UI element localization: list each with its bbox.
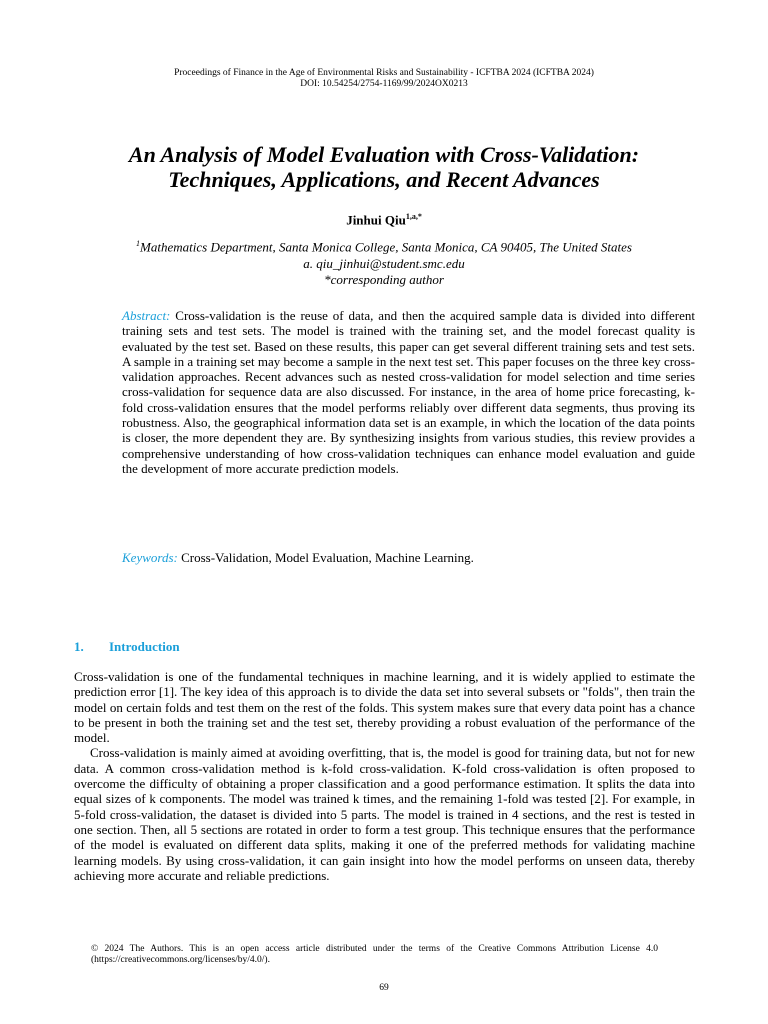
affiliation-block (0, 236, 768, 289)
keywords-text: Cross-Validation, Model Evaluation, Machine Learning. (181, 550, 474, 565)
keywords-label: Keywords: (122, 550, 178, 565)
affiliation-text: Mathematics Department, Santa Monica College, Santa Monica, CA 90405, The United States (140, 239, 632, 255)
doi-line: DOI: 10.54254/2754-1169/99/2024OX0213 (300, 79, 468, 89)
page-number: 69 (379, 983, 389, 993)
section-number: 1. (74, 639, 84, 654)
paragraph: Cross-validation is mainly aimed at avoiding overfitting, that is, the model is good for training data, but not for new data. A common cross-validation method is k-fold cross-validation. K-fold cross-validation is often proposed to overcome the difficulty of obtaining a proper classification and a good performance estimation. It splits the data into equal sizes of k components. The model was trained k times, and the remaining 1-fold was tested [2]. For example, in 5-fold cross-validation, the dataset is divided into 5 parts. The model is trained in 4 sections, and the rest is tested in one section. Then, all 5 sections are rotated in order to form a test group. This technique ensures that the performance of the model is evaluated on different data splits, making it one of the preferred methods for validating machine learning models. By using cross-validation, it can gain insight into how the model performs on unseen data, thereby achieving more accurate and reliable predictions. (74, 745, 695, 883)
author-email: a. qiu_jinhui@student.smc.edu (303, 255, 465, 271)
affiliation-superscript: 1 (136, 239, 141, 248)
paragraph: Cross-validation is one of the fundamental techniques in machine learning, and it is widely applied to estimate the prediction error [1]. The key idea of this approach is to divide the data set into several subsets or "folds", then train the model on certain folds and test them on the rest of the folds. This system makes sure that every data point has a chance to be present in both the training set and the test set, thereby providing a robust evaluation of the performance of the model. (74, 669, 695, 746)
section-title: Introduction (109, 639, 180, 654)
license-footnote: © 2024 The Authors. This is an open access article distributed under the terms of the Creative Commons Attribution License 4.0 (https://creativecommons.org/licenses/by/4.0/). (91, 944, 658, 965)
author-name: Jinhui Qiu (346, 212, 406, 228)
abstract-text: Cross-validation is the reuse of data, and then the acquired sample data is divided into different training sets and test sets. The model is trained with the training set, and the model forecast quality is evaluated by the test set. Based on these results, this paper can get several different training sets and test sets. A sample in a training set may become a sample in the next test set. This paper focuses on the three key cross-validation approaches. Recent advances such as nested cross-validation for model selection and time series cross-validation for sequence data are also discussed. For instance, in the area of home price forecasting, k-fold cross-validation ensures that the model performs reliably over different data segments, thus proving its robustness. Also, the geographical information data set is an example, in which the location of the data points is closer, the more dependent they are. By synthesizing insights from various studies, this review provides a comprehensive understanding of how cross-validation techniques can enhance model evaluation and guide the development of more accurate prediction models. (122, 308, 696, 476)
title-line-1: An Analysis of Model Evaluation with Cross-Validation: (128, 142, 640, 167)
section-body (74, 669, 695, 883)
author-line (0, 212, 768, 228)
abstract (122, 308, 695, 476)
proceedings-line: Proceedings of Finance in the Age of Environmental Risks and Sustainability - ICFTBA 2024 (ICFTBA 2024) (174, 68, 594, 78)
keywords (122, 550, 695, 565)
affiliation (0, 236, 768, 256)
title-line-2: Techniques, Applications, and Recent Advances (168, 167, 600, 192)
author-superscript: 1,a,* (405, 212, 422, 221)
corresponding-note: *corresponding author (324, 272, 444, 288)
proceedings-header (0, 68, 768, 90)
paper-title (40, 142, 728, 192)
abstract-label: Abstract: (122, 308, 171, 323)
section-heading (74, 639, 180, 655)
